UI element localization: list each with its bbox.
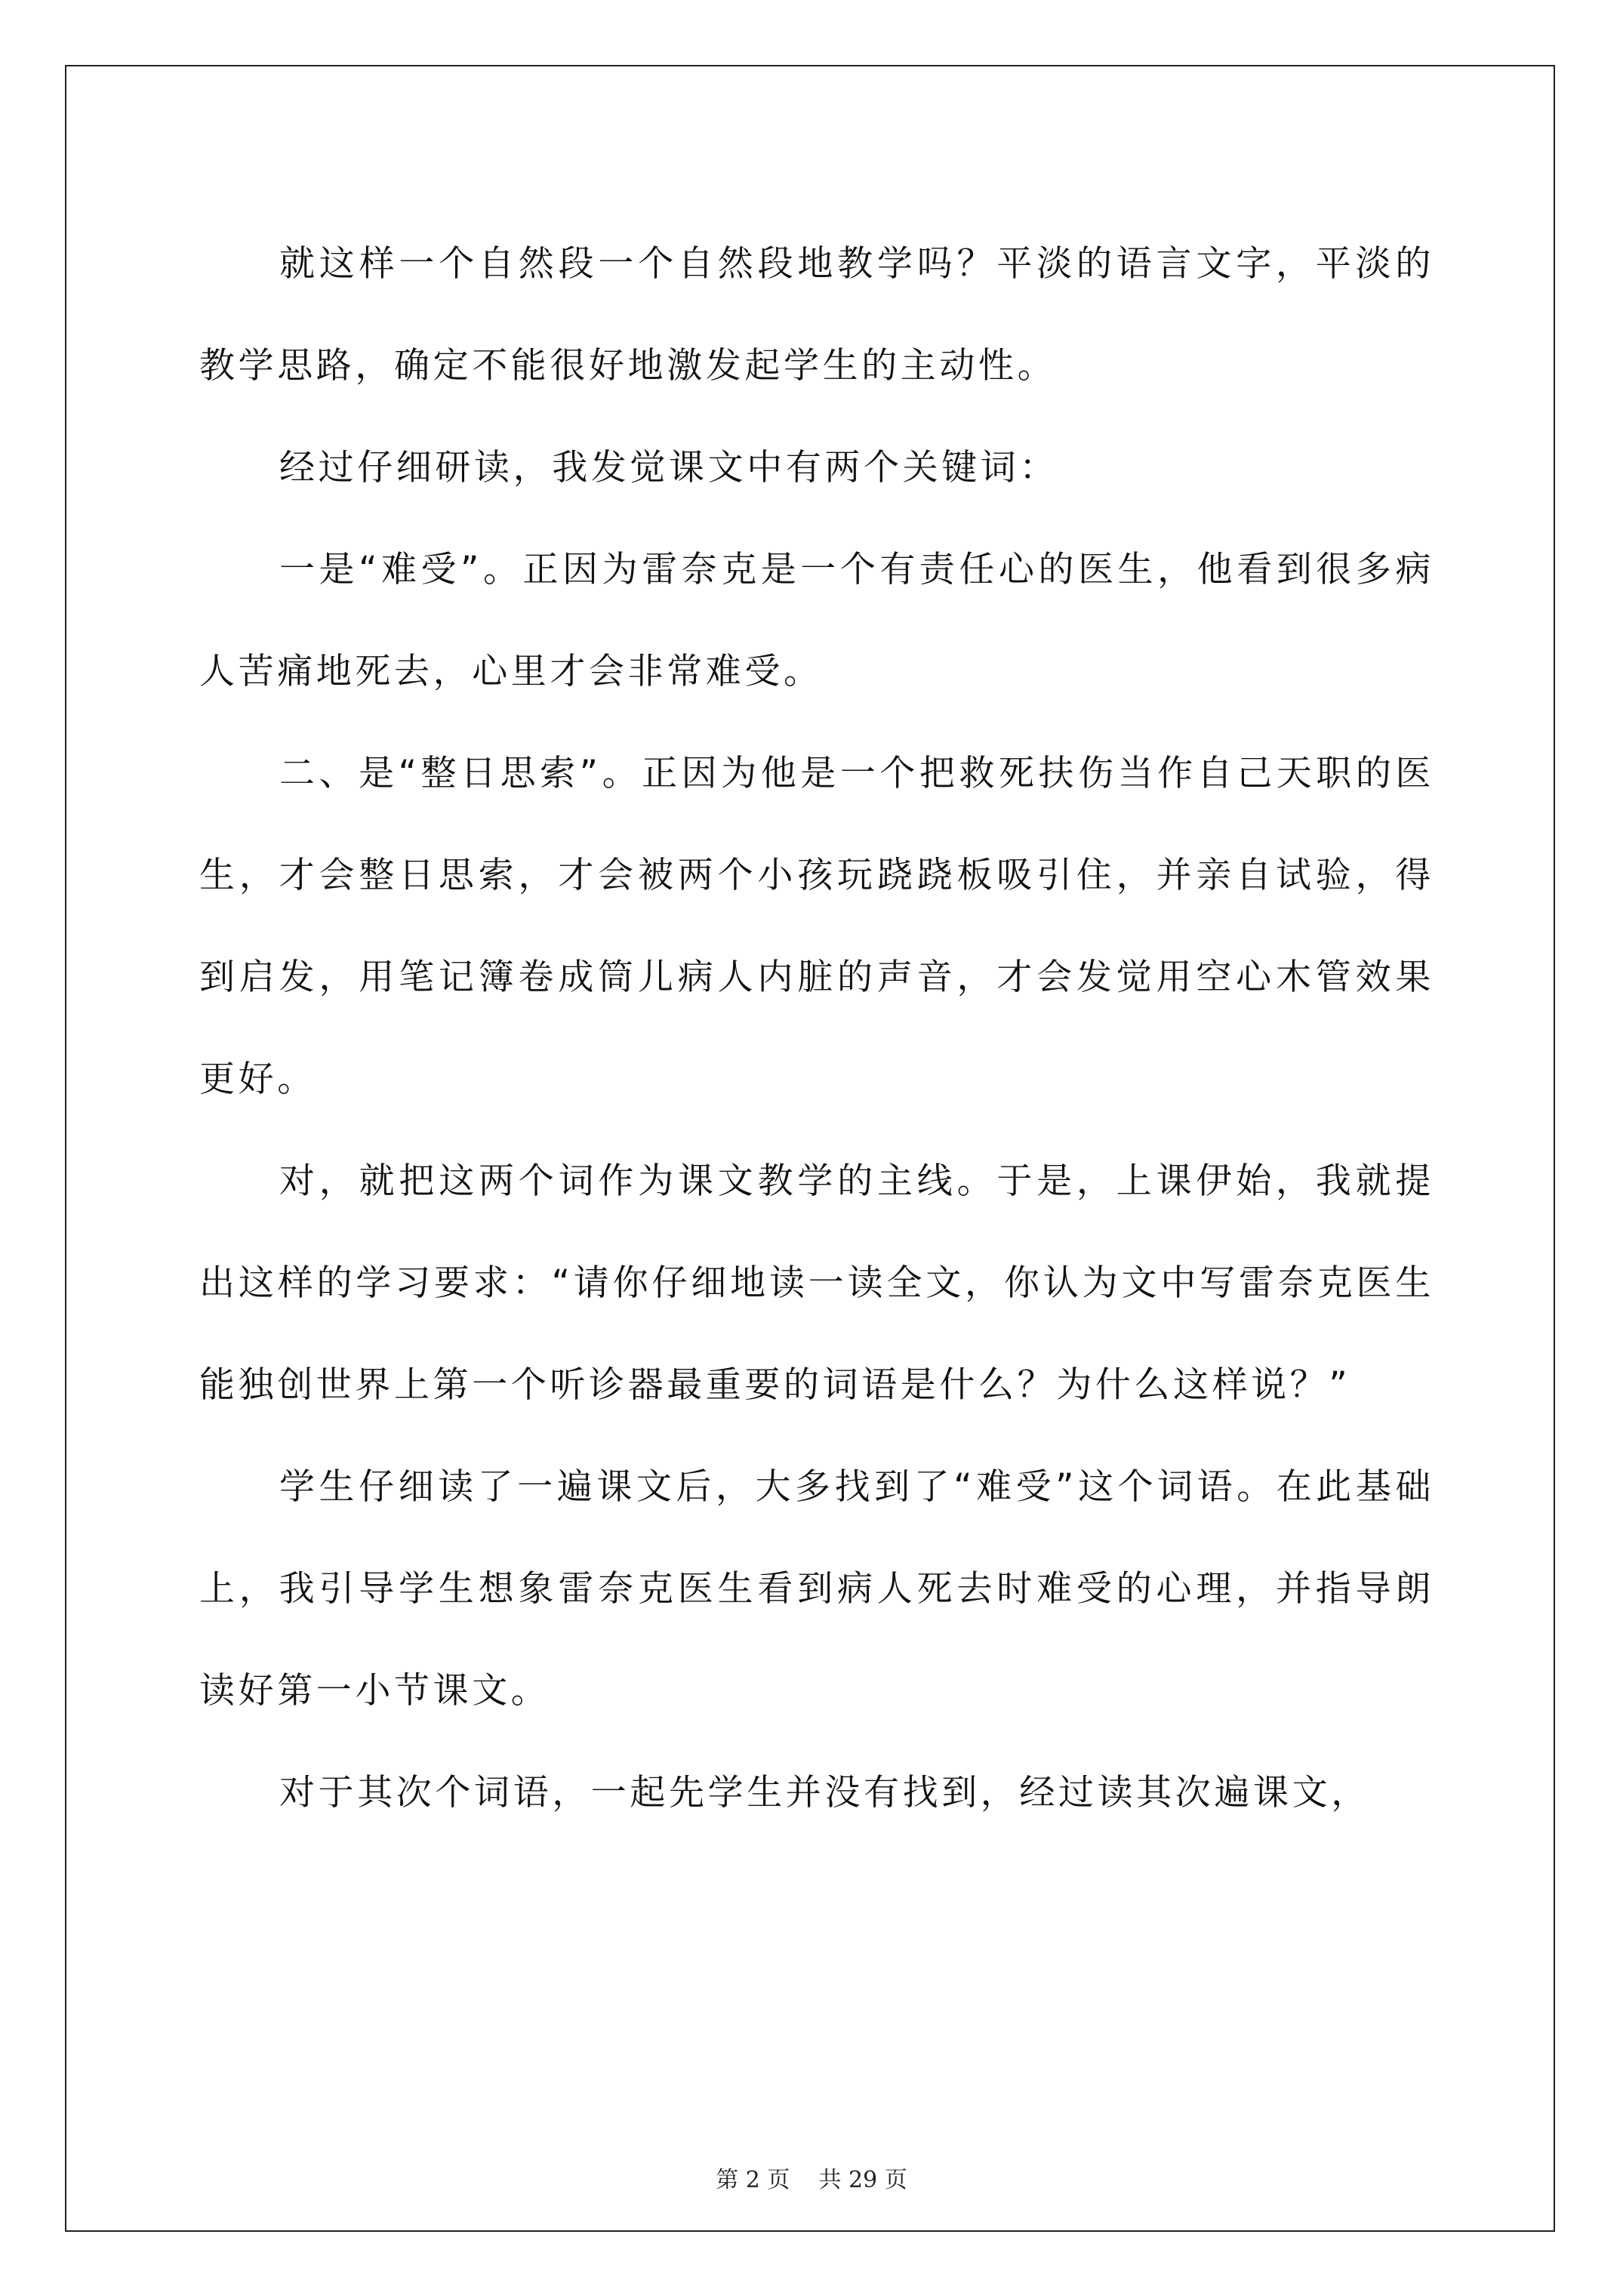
- paragraph-6: 学生仔细读了一遍课文后，大多找到了“难受”这个词语。在此基础上，我引导学生想象雷奈克医生看到病人死去时难受的心理，并指导朗读好第一小节课文。: [199, 1466, 1434, 1712]
- document-body: [199, 213, 1434, 1844]
- paragraph-7: 对于其次个词语，一起先学生并没有找到，经过读其次遍课文，: [279, 1772, 1370, 1814]
- paragraph-2: 经过仔细研读，我发觉课文中有两个关键词：: [279, 447, 1058, 488]
- paragraph-5: 对，就把这两个词作为课文教学的主线。于是，上课伊始，我就提出这样的学习要求：“请你仔细地读一读全文，你认为文中写雷奈克医生能独创世界上第一个听诊器最重要的词语是什么？为什么这样说？”: [199, 1160, 1434, 1406]
- paragraph-1: 就这样一个自然段一个自然段地教学吗？平淡的语言文字，平淡的教学思路，确定不能很好地激发起学生的主动性。: [199, 243, 1434, 387]
- paragraph-4: 二、是“整日思索”。正因为他是一个把救死扶伤当作自己天职的医生，才会整日思索，才会被两个小孩玩跷跷板吸引住，并亲自试验，得到启发，用笔记簿卷成筒儿病人内脏的声音，才会发觉用空心木管效果更好。: [199, 753, 1434, 1100]
- page-number-footer: 第 2 页 共 29 页: [716, 2167, 907, 2193]
- paragraph-3: 一是“难受”。正因为雷奈克是一个有责任心的医生，他看到很多病人苦痛地死去，心里才会非常难受。: [199, 549, 1434, 692]
